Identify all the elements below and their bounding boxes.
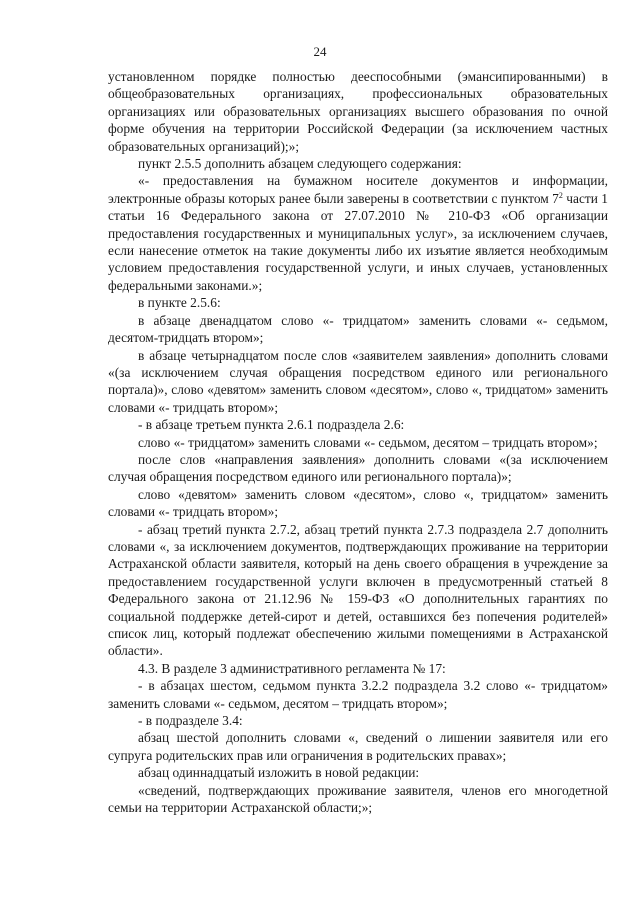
- paragraph-fourteenth-abzats: в абзаце четырнадцатом после слов «заявителем заявления» дополнить словами «(за исключением случая обращения посредством единого или регионального портала)», слово «девятом» заменить словом «десятом», слово «, тридцатом» заменить словами «- тридцать втором»;: [108, 347, 608, 415]
- paragraph-item-2-7: - абзац третий пункта 2.7.2, абзац третий пункта 2.7.3 подраздела 2.7 дополнить словами «, за исключением документов, подтверждающих проживание на территории Астраханской области заявителя, который на день своего обращения в учреждение за предоставлением государственной услуги включен в предусмотренный статьей 8 Федерального закона от 21.12.96 № 159-ФЗ «О дополнительных гарантиях по социальной поддержке детей-сирот и детей, оставшихся без попечения родителей» список лиц, который подлежат обеспечению жилыми помещениями в Астраханской области».: [108, 521, 608, 659]
- paragraph-item-2-5-5: пункт 2.5.5 дополнить абзацем следующего содержания:: [138, 156, 462, 172]
- paragraph-section-4-3: 4.3. В разделе 3 административного регламента № 17:: [138, 660, 446, 676]
- document-body: [108, 68, 608, 816]
- paragraph-item-2-5-6: в пункте 2.5.6:: [138, 295, 221, 311]
- paragraph-item-2-6-1: - в абзаце третьем пункта 2.6.1 подраздела 2.6:: [138, 417, 405, 433]
- paragraph-after-words: после слов «направления заявления» дополнить словами «(за исключением случая обращения посредством единого или регионального портала)»;: [108, 451, 608, 485]
- paragraph-quoted-provision: [108, 172, 608, 294]
- paragraph-replace-word-2: слово «девятом» заменить словом «десятом», слово «, тридцатом» заменить словами «- тридцать втором»;: [108, 486, 608, 520]
- paragraph-item-3-2-2: - в абзацах шестом, седьмом пункта 3.2.2 подраздела 3.2 слово «- тридцатом» заменить словами «- седьмом, десятом – тридцать втором»;: [108, 678, 608, 711]
- paragraph-subsection-3-4: - в подразделе 3.4:: [138, 713, 243, 729]
- paragraph-eleventh-abzats: абзац одиннадцатый изложить в новой редакции:: [138, 765, 420, 781]
- paragraph-sixth-abzats: абзац шестой дополнить словами «, сведений о лишении заявителя или его супруга родительских прав или ограничения в родительских правах»;: [108, 730, 608, 763]
- superscript-index: 2: [558, 190, 563, 200]
- paragraph-new-wording: «сведений, подтверждающих проживание заявителя, членов его многодетной семьи на территории Астраханской области;»;: [108, 782, 608, 816]
- paragraph-continuation: установленном порядке полностью дееспособными (эмансипированными) в общеобразовательных организациях, профессиональных образовательных организациях или образовательных организациях высшего образования по очной форме обучения на территории Российской Федерации (за исключением частных образовательных организаций);»;: [108, 69, 608, 154]
- paragraph-quoted-provision-part2: части 1 статьи 16 Федерального закона от 27.07.2010 № 210-ФЗ «Об организации предоставления государственных и муниципальных услуг», за исключением случаев, если нанесение отметок на такие документы либо их изъятие является необходимым условием предоставления государственной услуги, и иных случаев, установленных федеральными законами.»;: [108, 190, 609, 293]
- paragraph-replace-word-1: слово «- тридцатом» заменить словами «- седьмом, десятом – тридцать втором»;: [138, 434, 598, 450]
- paragraph-twelfth-abzats: в абзаце двенадцатом слово «- тридцатом» заменить словами «- седьмом, десятом-тридцать втором»;: [108, 312, 608, 346]
- page-number: 24: [313, 44, 327, 59]
- paragraph-quoted-provision-part1: «- предоставления на бумажном носителе документов и информации, электронные образы которых ранее были заверены в соответствии с пунктом 7: [108, 173, 608, 206]
